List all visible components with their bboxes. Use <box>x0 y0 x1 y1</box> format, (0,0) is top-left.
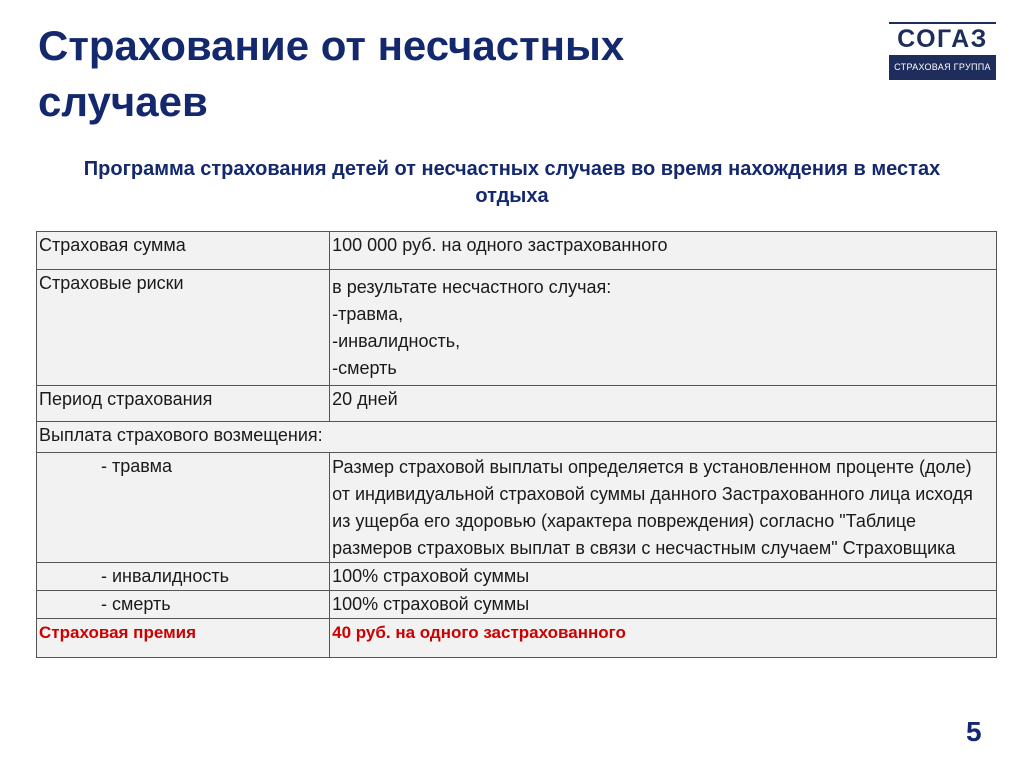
premium-label: Страховая премия <box>37 619 330 658</box>
payment-header: Выплата страхового возмещения: <box>37 422 997 453</box>
risks-line: в результате несчастного случая: <box>332 277 612 297</box>
death-label: - смерть <box>101 594 171 614</box>
sogaz-logo <box>889 22 996 80</box>
table-row-trauma <box>37 453 997 563</box>
slide-title: Страхование от несчастных случаев <box>38 22 625 125</box>
risks-line: -инвалидность, <box>332 331 461 351</box>
page-number: 5 <box>966 716 982 747</box>
premium-value: 40 руб. на одного застрахованного <box>330 619 997 658</box>
period-label: Период страхования <box>37 386 330 422</box>
insurance-terms-table <box>36 231 997 658</box>
table-row-period <box>37 386 997 422</box>
disability-value: 100% страховой суммы <box>330 563 997 591</box>
sum-value: 100 000 руб. на одного застрахованного <box>330 232 997 270</box>
table-row-death <box>37 591 997 619</box>
risks-line: -смерть <box>332 358 397 378</box>
trauma-label-cell <box>37 453 330 563</box>
logo-subtitle: СТРАХОВАЯ ГРУППА <box>889 55 996 80</box>
trauma-label: - травма <box>101 456 173 476</box>
sum-label: Страховая сумма <box>37 232 330 270</box>
trauma-value: Размер страховой выплаты определяется в установленном проценте (доле) от индивидуальной страховой суммы данного Застрахованного лица исходя из ущерба его здоровью (характера повреждения) согласно "Таблице размеров страховых выплат в связи с несчастным случаем" Страховщика <box>330 453 997 563</box>
table-row-sum <box>37 232 997 270</box>
disability-label-cell <box>37 563 330 591</box>
table-row-premium <box>37 619 997 658</box>
program-subtitle: Программа страхования детей от несчастных случаев во время нахождения в местах отдыха <box>83 158 941 207</box>
period-value: 20 дней <box>330 386 997 422</box>
table-row-payment-header <box>37 422 997 453</box>
risks-label: Страховые риски <box>37 270 330 386</box>
table-row-risks <box>37 270 997 386</box>
logo-wordmark: СОГАЗ <box>897 25 988 53</box>
risks-value <box>330 270 997 386</box>
death-label-cell <box>37 591 330 619</box>
disability-label: - инвалидность <box>101 566 229 586</box>
risks-line: -травма, <box>332 304 404 324</box>
death-value: 100% страховой суммы <box>330 591 997 619</box>
table-row-disability <box>37 563 997 591</box>
